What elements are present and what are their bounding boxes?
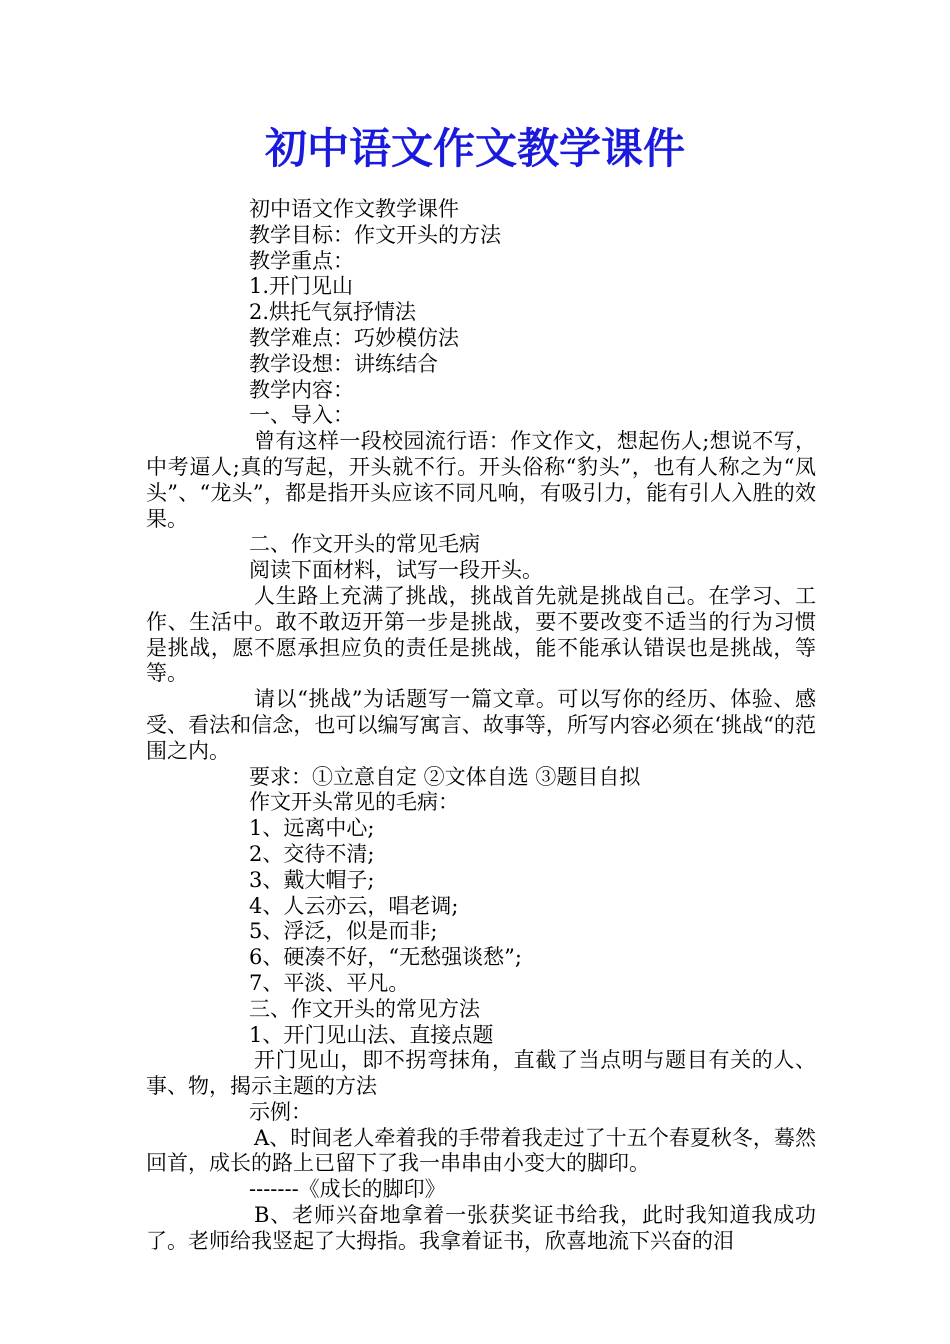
requirements-line: 要求：①立意自定 ②文体自选 ③题目自拟	[249, 764, 641, 789]
intro-paragraph: 曾有这样一段校园流行语：作文作文，想起伤人;想说不写，中考逼人;真的写起，开头就不行。开头俗称“豹头”，也有人称之为“凤头”、“龙头”，都是指开头应该不同凡响，有吸引力，能有引人入胜的效果。	[146, 429, 816, 531]
teaching-content-line: 教学内容：	[249, 377, 354, 402]
problem-item-1: 1、远离中心;	[249, 816, 375, 841]
example-label: 示例：	[249, 1099, 312, 1124]
example-a-paragraph: A、时间老人牵着我的手带着我走过了十五个春夏秋冬，蓦然回首，成长的路上已留下了我一串串由小变大的脚印。	[146, 1125, 816, 1176]
material-paragraph: 人生路上充满了挑战，挑战首先就是挑战自己。在学习、工作、生活中。敢不敢迈开第一步是挑战，要不要改变不适当的行为习惯是挑战，愿不愿承担应负的责任是挑战，能不能承认错误也是挑战，等等。	[146, 583, 816, 686]
prompt-paragraph: 请以“挑战”为话题写一篇文章。可以写你的经历、体验、感受、看法和信念，也可以编写寓言、故事等，所写内容必须在‘挑战“的范围之内。	[146, 687, 816, 763]
problem-item-5: 5、浮泛，似是而非;	[249, 919, 438, 944]
section-3-heading: 三、作文开头的常见方法	[249, 996, 480, 1021]
problem-item-3: 3、戴大帽子;	[249, 867, 375, 892]
problem-item-7: 7、平淡、平凡。	[249, 970, 410, 995]
teaching-goal-line: 教学目标：作文开头的方法	[249, 222, 501, 247]
focus-item-2: 2.烘托气氛抒情法	[249, 300, 417, 325]
method-1-heading: 1、开门见山法、直接点题	[249, 1022, 494, 1047]
method-paragraph: 开门见山，即不拐弯抹角，直截了当点明与题目有关的人、事、物，揭示主题的方法	[146, 1048, 816, 1099]
section-2-heading: 二、作文开头的常见毛病	[249, 532, 480, 557]
problem-item-4: 4、人云亦云，唱老调;	[249, 893, 459, 918]
reading-instruction-line: 阅读下面材料，试写一段开头。	[249, 558, 543, 583]
page-title: 初中语文作文教学课件	[264, 124, 685, 173]
section-1-heading: 一、导入：	[249, 403, 354, 428]
teaching-focus-line: 教学重点：	[249, 248, 354, 273]
teaching-difficulty-line: 教学难点：巧妙模仿法	[249, 325, 459, 350]
example-a-source: -------《成长的脚印》	[249, 1177, 446, 1202]
doc-heading-line: 初中语文作文教学课件	[249, 197, 459, 221]
focus-item-1: 1.开门见山	[249, 274, 354, 299]
problem-item-6: 6、硬凑不好，“无愁强谈愁”;	[249, 945, 522, 970]
teaching-plan-line: 教学设想：讲练结合	[249, 351, 438, 376]
document-body	[146, 197, 816, 1255]
example-b-paragraph: B、老师兴奋地拿着一张获奖证书给我，此时我知道我成功了。老师给我竖起了大拇指。我拿着证书，欣喜地流下兴奋的泪	[146, 1203, 816, 1253]
problems-heading: 作文开头常见的毛病：	[249, 790, 459, 815]
problem-item-2: 2、交待不清;	[249, 841, 375, 866]
